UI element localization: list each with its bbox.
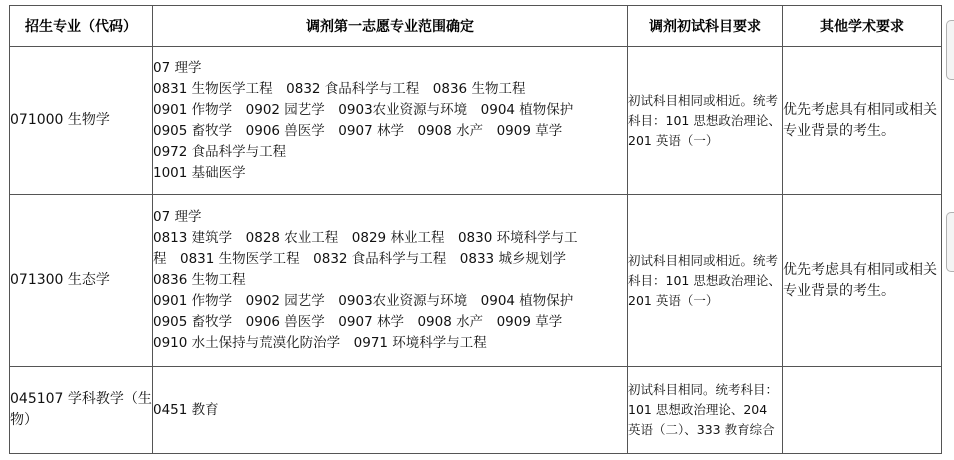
scope-line: 0901 作物学 0902 园艺学 0903农业资源与环境 0904 植物保护 xyxy=(153,293,574,309)
scope-line: 0831 生物医学工程 0832 食品科学与工程 0836 生物工程 xyxy=(153,80,526,97)
header-major: 招生专业（代码） xyxy=(10,6,153,47)
header-row xyxy=(10,6,942,47)
major-cell: 071300 生态学 xyxy=(10,195,153,367)
side-scroll-tab[interactable] xyxy=(946,20,954,80)
adjustment-table xyxy=(9,5,942,454)
major-cell: 071000 生物学 xyxy=(10,47,153,195)
scope-line: 1001 基础医学 xyxy=(153,164,246,181)
scope-line: 0451 教育 xyxy=(153,401,219,418)
header-subjects: 调剂初试科目要求 xyxy=(628,6,783,47)
scope-line: 0905 畜牧学 0906 兽医学 0907 林学 0908 水产 0909 草学 xyxy=(153,314,563,330)
subjects-cell: 初试科目相同或相近。统考科目：101 思想政治理论、201 英语（一） xyxy=(628,47,783,195)
subjects-cell: 初试科目相同或相近。统考科目：101 思想政治理论、201 英语（一） xyxy=(628,195,783,367)
side-scroll-tab[interactable] xyxy=(946,212,954,272)
scope-cell xyxy=(153,47,628,195)
scope-line: 0972 食品科学与工程 xyxy=(153,143,287,160)
other-cell: 优先考虑具有相同或相关专业背景的考生。 xyxy=(783,195,942,367)
scope-line: 07 理学 xyxy=(153,59,202,76)
scope-line: 0813 建筑学 0828 农业工程 0829 林业工程 0830 环境科学与工 xyxy=(153,230,578,246)
scope-line: 0905 畜牧学 0906 兽医学 0907 林学 0908 水产 0909 草学 xyxy=(153,122,563,139)
table-row xyxy=(10,47,942,195)
other-cell xyxy=(783,367,942,454)
subjects-cell: 初试科目相同。统考科目：101 思想政治理论、204 英语（二）、333 教育综合 xyxy=(628,367,783,454)
scope-line: 程 0831 生物医学工程 0832 食品科学与工程 0833 城乡规划学 xyxy=(153,251,566,267)
scope-cell xyxy=(153,367,628,454)
scope-line: 07 理学 xyxy=(153,209,202,225)
scope-line: 0836 生物工程 xyxy=(153,272,246,288)
major-cell: 045107 学科教学（生物） xyxy=(10,367,153,454)
header-scope: 调剂第一志愿专业范围确定 xyxy=(153,6,628,47)
other-cell: 优先考虑具有相同或相关专业背景的考生。 xyxy=(783,47,942,195)
scope-line: 0910 水土保持与荒漠化防治学 0971 环境科学与工程 xyxy=(153,335,487,351)
scope-line: 0901 作物学 0902 园艺学 0903农业资源与环境 0904 植物保护 xyxy=(153,101,574,118)
header-other: 其他学术要求 xyxy=(783,6,942,47)
table-row xyxy=(10,195,942,367)
scope-cell xyxy=(153,195,628,367)
table-row xyxy=(10,367,942,454)
